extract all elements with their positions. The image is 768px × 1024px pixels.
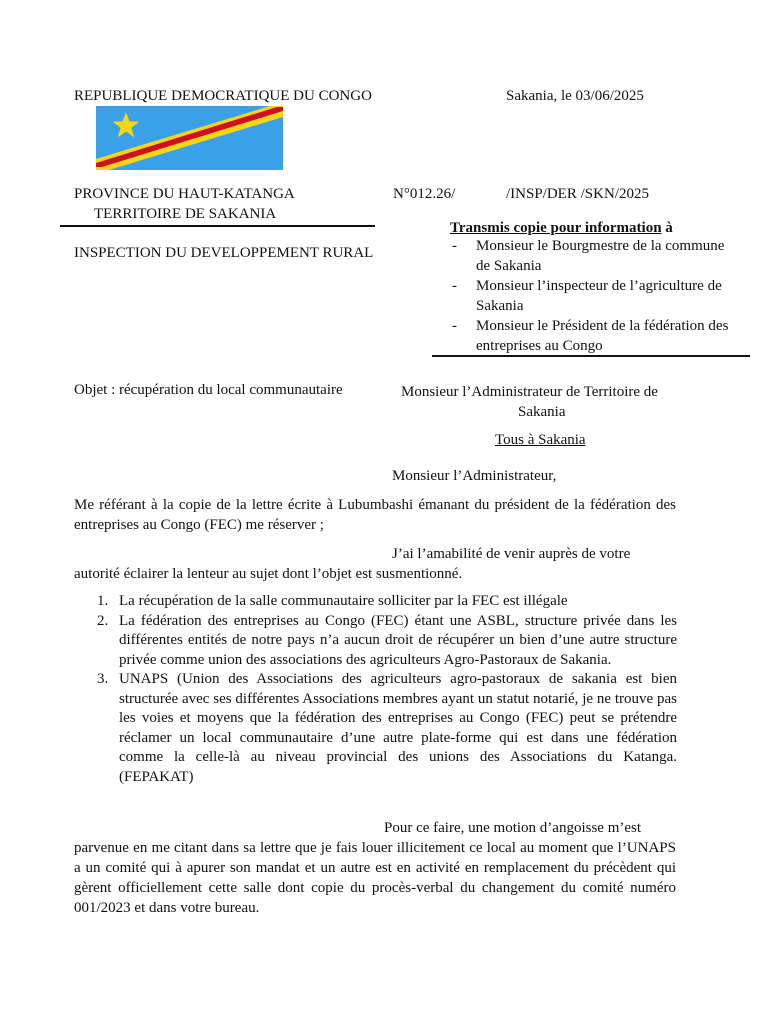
body-paragraph-3-first: Pour ce faire, une motion d’angoisse m’est — [384, 820, 642, 836]
body-paragraph-2-first: J’ai l’amabilité de venir auprès de votre — [392, 546, 631, 562]
point-text: La récupération de la salle communautaire solliciter par la FEC est illégale — [119, 593, 568, 609]
list-item — [73, 612, 677, 671]
copy-info-heading — [450, 218, 673, 238]
copy-info-divider — [432, 355, 750, 357]
numbered-points — [73, 592, 677, 787]
point-number: 1. — [97, 593, 109, 609]
bullet-dash: - — [452, 318, 457, 334]
recipient-text: Monsieur l’inspecteur de l’agriculture de Sakania — [476, 278, 722, 314]
salutation: Monsieur l’Administrateur, — [392, 468, 557, 484]
list-item — [73, 592, 677, 612]
bullet-dash: - — [452, 238, 457, 254]
point-text: UNAPS (Union des Associations des agriculteurs agro-pastoraux de sakania est bien structurée avec ses différentes Associations membres ayant un statut notarié, je ne trouve pas les voies et moyens que la fédération des entreprises au Congo (FEC) peut se prétendre réclamer un local communautaire d’une autre plate-forme qui est dans une fédération comme la celle-là au niveau provincial des unions des Associations du Katanga. (FEPAKAT) — [119, 671, 677, 785]
drc-flag — [96, 106, 283, 170]
point-number: 3. — [97, 671, 109, 687]
point-text: La fédération des entreprises au Congo (FEC) étant une ASBL, structure privée dans les différentes entités de notre pays n’a aucun droit de récupérer un bien d’une autre structure privée comme union des associations des agriculteurs Agro-Pastoraux de Sakania. — [119, 612, 677, 668]
addressee-line2: Sakania — [518, 404, 566, 420]
addressee-line3: Tous à Sakania — [495, 432, 586, 448]
body-paragraph-2-rest: autorité éclairer la lenteur au sujet dont l’objet est susmentionné. — [74, 566, 463, 582]
list-item — [452, 276, 742, 316]
bullet-dash: - — [452, 278, 457, 294]
recipient-text: Monsieur le Bourgmestre de la commune de Sakania — [476, 238, 725, 274]
reference-suffix: /INSP/DER /SKN/2025 — [506, 186, 649, 202]
service-name: INSPECTION DU DEVELOPPEMENT RURAL — [74, 245, 374, 261]
territory-name: TERRITOIRE DE SAKANIA — [94, 206, 277, 222]
copy-info-title-suffix: à — [661, 220, 673, 236]
list-item — [73, 670, 677, 787]
header-divider — [60, 225, 375, 227]
addressee-line1: Monsieur l’Administrateur de Territoire de — [401, 384, 658, 400]
copy-info-title: Transmis copie pour information — [450, 220, 662, 236]
recipient-text: Monsieur le Président de la fédération des entreprises au Congo — [476, 318, 729, 354]
list-item — [452, 316, 742, 356]
province-name: PROVINCE DU HAUT-KATANGA — [74, 186, 295, 202]
body-paragraph-3-rest: parvenue en me citant dans sa lettre que je fais louer illicitement ce local au moment que l’UNAPS a un comité qui à apurer son mandat et un autre est en activité en remplacement du précèdent qui gèrent officiellement cette salle dont copie du procès-verbal du changement du comité numéro 001/2023 et dans votre bureau. — [74, 840, 676, 916]
list-item — [452, 236, 742, 276]
body-paragraph-1: Me référant à la copie de la lettre écrite à Lubumbashi émanant du président de la fédération des entreprises au Congo (FEC) me réserver ; — [74, 497, 676, 533]
place-date: Sakania, le 03/06/2025 — [506, 88, 644, 104]
country-name: REPUBLIQUE DEMOCRATIQUE DU CONGO — [74, 88, 372, 104]
subject-line: Objet : récupération du local communautaire — [74, 382, 343, 398]
point-number: 2. — [97, 612, 109, 629]
reference-number: N°012.26/ — [393, 186, 456, 202]
copy-recipients-list — [452, 236, 742, 356]
